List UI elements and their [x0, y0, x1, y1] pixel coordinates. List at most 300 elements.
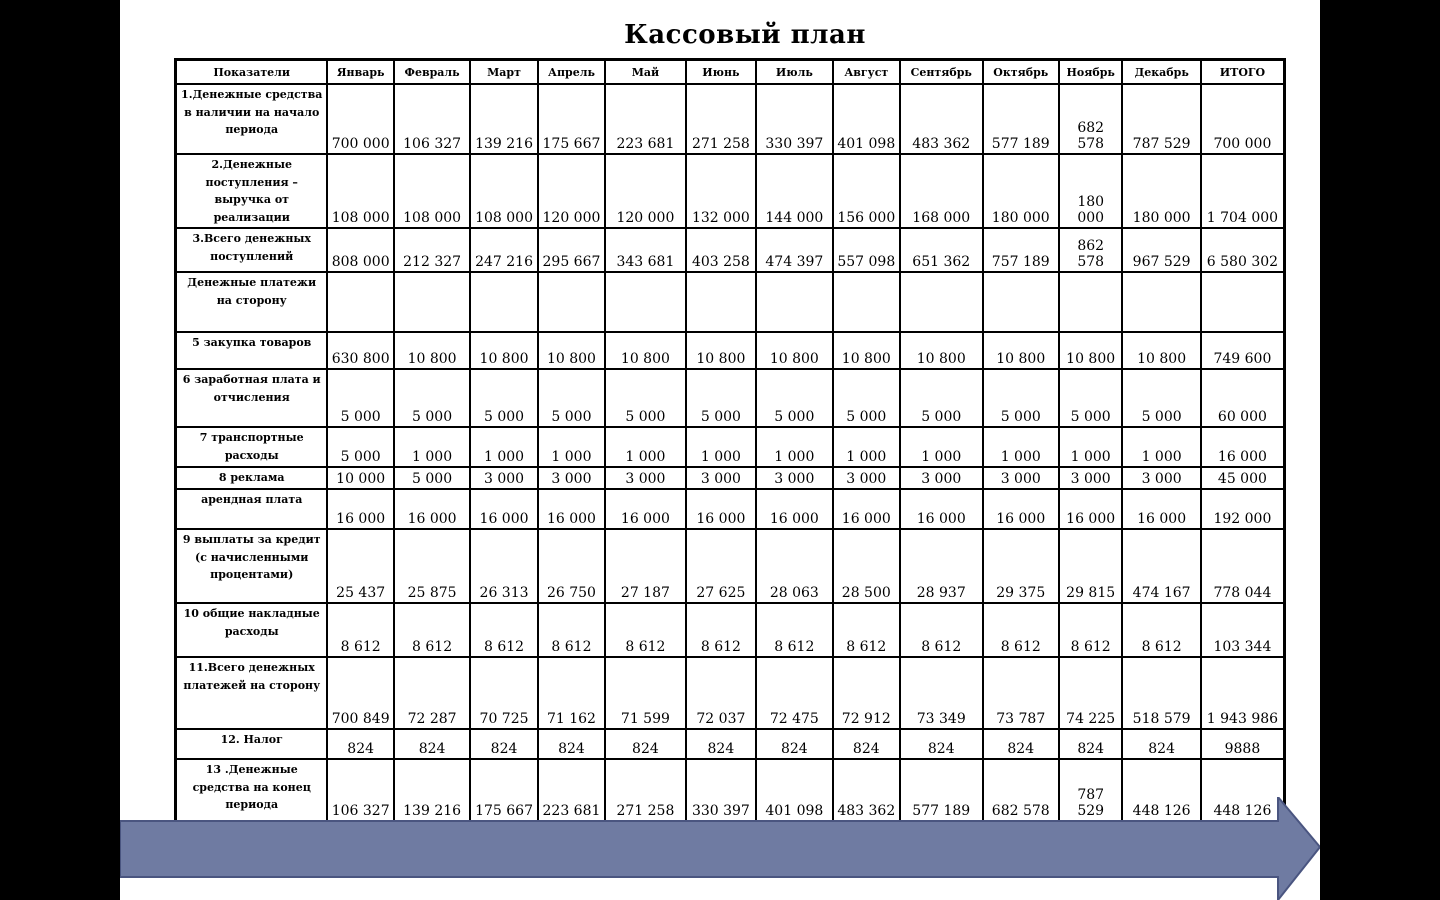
table-cell — [605, 427, 686, 467]
table-cell — [756, 489, 832, 529]
table-cell — [1122, 729, 1200, 759]
table-cell — [538, 228, 605, 272]
table-cell — [470, 529, 537, 603]
table-cell — [327, 154, 393, 228]
cell-value: 72 912 — [841, 711, 891, 727]
cell-value: 73 349 — [916, 711, 966, 727]
table-cell — [1059, 272, 1122, 332]
cell-value: 16 000 — [479, 511, 529, 527]
cell-value: 5 000 — [412, 471, 453, 487]
table-cell — [538, 529, 605, 603]
cell-value: 223 681 — [542, 802, 601, 819]
table-cell — [756, 657, 832, 729]
cell-value: 16 000 — [916, 511, 966, 527]
table-cell — [1122, 272, 1200, 332]
cell-value: 10 800 — [620, 351, 670, 367]
table-cell — [900, 84, 983, 154]
table-cell — [1201, 332, 1285, 369]
table-row — [176, 729, 1285, 759]
table-cell — [756, 427, 832, 467]
table-cell — [900, 272, 983, 332]
table-cell — [686, 729, 756, 759]
cell-value: 824 — [927, 741, 955, 757]
cell-value: 5 000 — [412, 409, 453, 425]
cell-value: 824 — [558, 741, 585, 757]
table-cell — [327, 228, 393, 272]
table-cell — [983, 603, 1059, 657]
cell-value: 6 580 302 — [1206, 254, 1279, 270]
arrow-right-shape — [120, 797, 1320, 900]
table-cell — [686, 332, 756, 369]
cell-value: 108 000 — [403, 210, 462, 226]
cell-value: 1 000 — [625, 449, 666, 465]
cell-value: 1 704 000 — [1206, 210, 1279, 226]
cell-value: 212 327 — [403, 254, 462, 270]
cell-value: 3 000 — [483, 471, 525, 487]
table-cell — [605, 467, 686, 489]
cell-value: 60 000 — [1217, 409, 1267, 425]
cell-value: 3 000 — [846, 471, 887, 487]
row-label: Денежные платежи на сторону — [176, 272, 328, 332]
table-cell — [394, 467, 470, 489]
cell-value: 106 327 — [331, 802, 390, 819]
cell-value: 271 258 — [616, 802, 675, 819]
table-cell — [983, 657, 1059, 729]
cell-value: 8 612 — [700, 639, 741, 655]
cell-value: 5 000 — [1070, 409, 1111, 425]
table-cell — [605, 603, 686, 657]
cell-value: 1 000 — [700, 449, 741, 465]
table-cell — [983, 427, 1059, 467]
table-row — [176, 427, 1285, 467]
cell-value: 5 000 — [1000, 409, 1041, 425]
cell-value: 824 — [490, 741, 518, 757]
table-cell — [756, 529, 832, 603]
cell-value: 3 000 — [625, 471, 666, 487]
cell-value: 5 000 — [551, 409, 592, 425]
cell-value: 180 000 — [1077, 194, 1105, 226]
row-label: 8 реклама — [176, 467, 328, 489]
cell-value: 10 800 — [696, 351, 746, 367]
cell-value: 144 000 — [765, 210, 824, 226]
table-cell — [900, 603, 983, 657]
table-cell — [833, 603, 900, 657]
cell-value: 74 225 — [1066, 711, 1116, 727]
table-cell — [833, 729, 900, 759]
table-cell — [900, 729, 983, 759]
table-cell — [327, 332, 393, 369]
cell-value: 8 612 — [340, 639, 381, 655]
row-label: 11.Всего денежных платежей на сторону — [176, 657, 328, 729]
table-cell — [756, 332, 832, 369]
cell-value: 120 000 — [542, 210, 601, 226]
table-cell — [1059, 529, 1122, 603]
cell-value: 1 000 — [483, 449, 525, 465]
table-cell — [470, 332, 537, 369]
table-cell — [327, 84, 393, 154]
table-cell — [538, 729, 605, 759]
cell-value: 25 437 — [336, 585, 386, 601]
cell-value: 28 500 — [841, 585, 891, 601]
table-cell — [1059, 489, 1122, 529]
table-cell — [756, 729, 832, 759]
cell-value: 448 126 — [1132, 802, 1191, 819]
cell-value: 29 375 — [996, 585, 1046, 601]
slide — [120, 0, 1320, 900]
cell-value: 27 187 — [620, 585, 670, 601]
cell-value: 1 000 — [1141, 449, 1182, 465]
cell-value: 8 612 — [1000, 639, 1041, 655]
cell-value: 1 000 — [846, 449, 887, 465]
table-cell — [1059, 657, 1122, 729]
cell-value: 223 681 — [616, 136, 675, 152]
table-cell — [833, 332, 900, 369]
column-header-6: Июнь — [686, 60, 756, 85]
table-cell — [1201, 154, 1285, 228]
cell-value: 10 000 — [336, 471, 386, 487]
table-cell — [756, 467, 832, 489]
cell-value: 824 — [347, 741, 375, 757]
column-header-3: Март — [470, 60, 537, 85]
cell-value: 3 000 — [921, 471, 962, 487]
table-row — [176, 467, 1285, 489]
cell-value: 1 000 — [921, 449, 962, 465]
cell-value: 175 667 — [475, 802, 533, 819]
table-cell — [605, 332, 686, 369]
table-cell — [1122, 657, 1200, 729]
table-cell — [605, 84, 686, 154]
table-cell — [538, 657, 605, 729]
table-cell — [900, 369, 983, 427]
cell-value: 5 000 — [1141, 409, 1182, 425]
table-cell — [900, 489, 983, 529]
cell-value: 156 000 — [837, 210, 896, 226]
cell-value: 29 815 — [1066, 585, 1116, 601]
table-cell — [1059, 228, 1122, 272]
cell-value: 5 000 — [846, 409, 887, 425]
table-cell — [756, 154, 832, 228]
table-cell — [470, 84, 537, 154]
cell-value: 16 000 — [1066, 511, 1116, 527]
cell-value: 3 000 — [1070, 471, 1111, 487]
cell-value: 401 098 — [765, 802, 824, 819]
cell-value: 5 000 — [700, 409, 741, 425]
table-cell — [686, 369, 756, 427]
row-label: 10 общие накладные расходы — [176, 603, 328, 657]
table-row — [176, 272, 1285, 332]
cell-value: 3 000 — [1000, 471, 1041, 487]
table-cell — [605, 228, 686, 272]
table-cell — [327, 369, 393, 427]
table-cell — [327, 657, 393, 729]
table-cell — [394, 729, 470, 759]
table-row — [176, 228, 1285, 272]
row-label: 13 .Денежные средства на конец периода — [176, 759, 328, 821]
table-cell — [1059, 369, 1122, 427]
cell-value: 5 000 — [340, 449, 381, 465]
cell-value: 16 000 — [1137, 511, 1187, 527]
cell-value: 26 750 — [546, 585, 596, 601]
cell-value: 1 000 — [551, 449, 592, 465]
table-cell — [605, 154, 686, 228]
table-cell — [538, 84, 605, 154]
cell-value: 108 000 — [331, 210, 390, 226]
cell-value: 180 000 — [1132, 210, 1191, 226]
table-cell — [394, 272, 470, 332]
cell-value: 247 216 — [475, 254, 533, 270]
table-cell — [394, 228, 470, 272]
table-cell — [1122, 228, 1200, 272]
table-cell — [1201, 369, 1285, 427]
table-cell — [605, 729, 686, 759]
column-header-indicator: Показатели — [176, 60, 328, 85]
table-cell — [470, 154, 537, 228]
table-cell — [394, 369, 470, 427]
cell-value: 483 362 — [837, 802, 896, 819]
cell-value: 10 800 — [916, 351, 966, 367]
table-cell — [1122, 467, 1200, 489]
column-header-7: Июль — [756, 60, 832, 85]
cell-value: 72 475 — [769, 711, 819, 727]
cell-value: 651 362 — [912, 254, 971, 270]
cell-value: 27 625 — [696, 585, 746, 601]
cell-value: 824 — [632, 741, 659, 757]
table-cell — [1122, 427, 1200, 467]
cell-value: 630 800 — [331, 351, 390, 367]
column-header-13: ИТОГО — [1201, 60, 1285, 85]
row-label: 7 транспортные расходы — [176, 427, 328, 467]
table-cell — [1059, 427, 1122, 467]
table-cell — [833, 272, 900, 332]
table-cell — [1201, 489, 1285, 529]
cell-value: 8 612 — [1070, 639, 1111, 655]
cell-value: 10 800 — [841, 351, 891, 367]
table-cell — [470, 228, 537, 272]
cell-value: 824 — [707, 741, 735, 757]
table-cell — [983, 154, 1059, 228]
table-row — [176, 657, 1285, 729]
cell-value: 9888 — [1224, 741, 1261, 757]
table-cell — [756, 84, 832, 154]
table-cell — [983, 369, 1059, 427]
cell-value: 483 362 — [912, 136, 971, 152]
cell-value: 16 000 — [841, 511, 891, 527]
cell-value: 862 578 — [1077, 238, 1105, 270]
cell-value: 824 — [852, 741, 880, 757]
table-cell — [470, 427, 537, 467]
cell-value: 967 529 — [1132, 254, 1191, 270]
row-label: 5 закупка товаров — [176, 332, 328, 369]
table-cell — [1201, 529, 1285, 603]
cell-value: 16 000 — [546, 511, 596, 527]
cell-value: 518 579 — [1132, 711, 1191, 727]
cell-value: 1 000 — [774, 449, 815, 465]
row-label: 9 выплаты за кредит (с начисленными процентами) — [176, 529, 328, 603]
table-cell — [470, 603, 537, 657]
cell-value: 787 529 — [1132, 136, 1191, 152]
cell-value: 824 — [1148, 741, 1175, 757]
cell-value: 28 937 — [916, 585, 966, 601]
cell-value: 682 578 — [1077, 120, 1105, 152]
table-cell — [833, 369, 900, 427]
table-cell — [538, 369, 605, 427]
table-cell — [686, 529, 756, 603]
cell-value: 5 000 — [625, 409, 666, 425]
table-cell — [686, 154, 756, 228]
cell-value: 26 313 — [479, 585, 529, 601]
cell-value: 5 000 — [921, 409, 962, 425]
table-cell — [538, 272, 605, 332]
table-cell — [538, 427, 605, 467]
table-cell — [686, 489, 756, 529]
cell-value: 757 189 — [991, 254, 1050, 270]
cell-value: 120 000 — [616, 210, 675, 226]
cell-value: 3 000 — [551, 471, 592, 487]
table-cell — [1201, 467, 1285, 489]
table-cell — [833, 489, 900, 529]
table-cell — [1201, 603, 1285, 657]
cell-value: 16 000 — [407, 511, 457, 527]
table-cell — [394, 332, 470, 369]
table-cell — [756, 369, 832, 427]
table-cell — [394, 154, 470, 228]
table-cell — [686, 467, 756, 489]
column-header-4: Апрель — [538, 60, 605, 85]
column-header-12: Декабрь — [1122, 60, 1200, 85]
cell-value: 106 327 — [403, 136, 462, 152]
cell-value: 139 216 — [475, 136, 533, 152]
table-cell — [686, 657, 756, 729]
table-cell — [327, 467, 393, 489]
cell-value: 72 037 — [696, 711, 746, 727]
cell-value: 8 612 — [483, 639, 525, 655]
table-cell — [1059, 729, 1122, 759]
cell-value: 16 000 — [620, 511, 670, 527]
table-cell — [1122, 603, 1200, 657]
table-cell — [327, 529, 393, 603]
table-cell — [1122, 529, 1200, 603]
table-cell — [1059, 332, 1122, 369]
table-cell — [1059, 84, 1122, 154]
table-cell — [983, 84, 1059, 154]
table-cell — [1122, 84, 1200, 154]
cash-plan-table — [174, 58, 1286, 823]
table-row — [176, 332, 1285, 369]
table-row — [176, 154, 1285, 228]
table-cell — [394, 427, 470, 467]
table-cell — [605, 369, 686, 427]
cell-value: 824 — [1077, 741, 1105, 757]
table-cell — [983, 529, 1059, 603]
table-cell — [1122, 154, 1200, 228]
row-label: 2.Денежные поступления – выручка от реализации — [176, 154, 328, 228]
table-cell — [470, 489, 537, 529]
table-cell — [756, 272, 832, 332]
table-cell — [394, 603, 470, 657]
cell-value: 168 000 — [912, 210, 971, 226]
table-cell — [900, 657, 983, 729]
cell-value: 271 258 — [691, 136, 750, 152]
table-row — [176, 603, 1285, 657]
cell-value: 700 000 — [1213, 136, 1272, 152]
table-cell — [1122, 332, 1200, 369]
row-label: 3.Всего денежных поступлений — [176, 228, 328, 272]
table-cell — [327, 272, 393, 332]
table-cell — [756, 228, 832, 272]
table-cell — [983, 729, 1059, 759]
cell-value: 448 126 — [1213, 802, 1272, 819]
table-cell — [900, 154, 983, 228]
cell-value: 10 800 — [996, 351, 1046, 367]
table-cell — [1059, 467, 1122, 489]
cell-value: 700 849 — [331, 711, 390, 727]
table-row — [176, 84, 1285, 154]
table-cell — [538, 603, 605, 657]
cell-value: 10 800 — [407, 351, 457, 367]
table-cell — [1201, 427, 1285, 467]
cell-value: 8 612 — [846, 639, 887, 655]
table-cell — [686, 84, 756, 154]
table-cell — [470, 657, 537, 729]
cell-value: 700 000 — [331, 136, 390, 152]
table-cell — [833, 228, 900, 272]
column-header-5: Май — [605, 60, 686, 85]
column-header-1: Январь — [327, 60, 393, 85]
cell-value: 330 397 — [765, 136, 824, 152]
table-cell — [1201, 84, 1285, 154]
table-cell — [900, 228, 983, 272]
cell-value: 808 000 — [331, 254, 390, 270]
table-cell — [470, 369, 537, 427]
table-cell — [470, 272, 537, 332]
cell-value: 1 943 986 — [1206, 711, 1279, 727]
cell-value: 474 397 — [765, 254, 824, 270]
cell-value: 295 667 — [542, 254, 601, 270]
cell-value: 5 000 — [483, 409, 525, 425]
cell-value: 3 000 — [774, 471, 815, 487]
cell-value: 824 — [1007, 741, 1035, 757]
table-cell — [833, 529, 900, 603]
cell-value: 132 000 — [691, 210, 750, 226]
table-cell — [605, 489, 686, 529]
table-cell — [1201, 228, 1285, 272]
cell-value: 103 344 — [1213, 639, 1272, 655]
cell-value: 16 000 — [1217, 449, 1267, 465]
cell-value: 72 287 — [407, 711, 457, 727]
cell-value: 28 063 — [769, 585, 819, 601]
table-cell — [1201, 729, 1285, 759]
table-cell — [833, 84, 900, 154]
table-cell — [900, 467, 983, 489]
cell-value: 577 189 — [991, 136, 1050, 152]
cell-value: 5 000 — [340, 409, 381, 425]
cell-value: 10 800 — [1137, 351, 1187, 367]
cell-value: 16 000 — [769, 511, 819, 527]
table-cell — [686, 272, 756, 332]
table-cell — [1122, 369, 1200, 427]
table-cell — [394, 529, 470, 603]
table-cell — [605, 529, 686, 603]
cell-value: 330 397 — [691, 802, 750, 819]
cell-value: 16 000 — [996, 511, 1046, 527]
cell-value: 192 000 — [1213, 511, 1272, 527]
cell-value: 682 578 — [991, 802, 1050, 819]
arrow-body — [120, 797, 1320, 900]
table-cell — [983, 332, 1059, 369]
cell-value: 8 612 — [412, 639, 453, 655]
table-cell — [327, 427, 393, 467]
table-cell — [686, 427, 756, 467]
